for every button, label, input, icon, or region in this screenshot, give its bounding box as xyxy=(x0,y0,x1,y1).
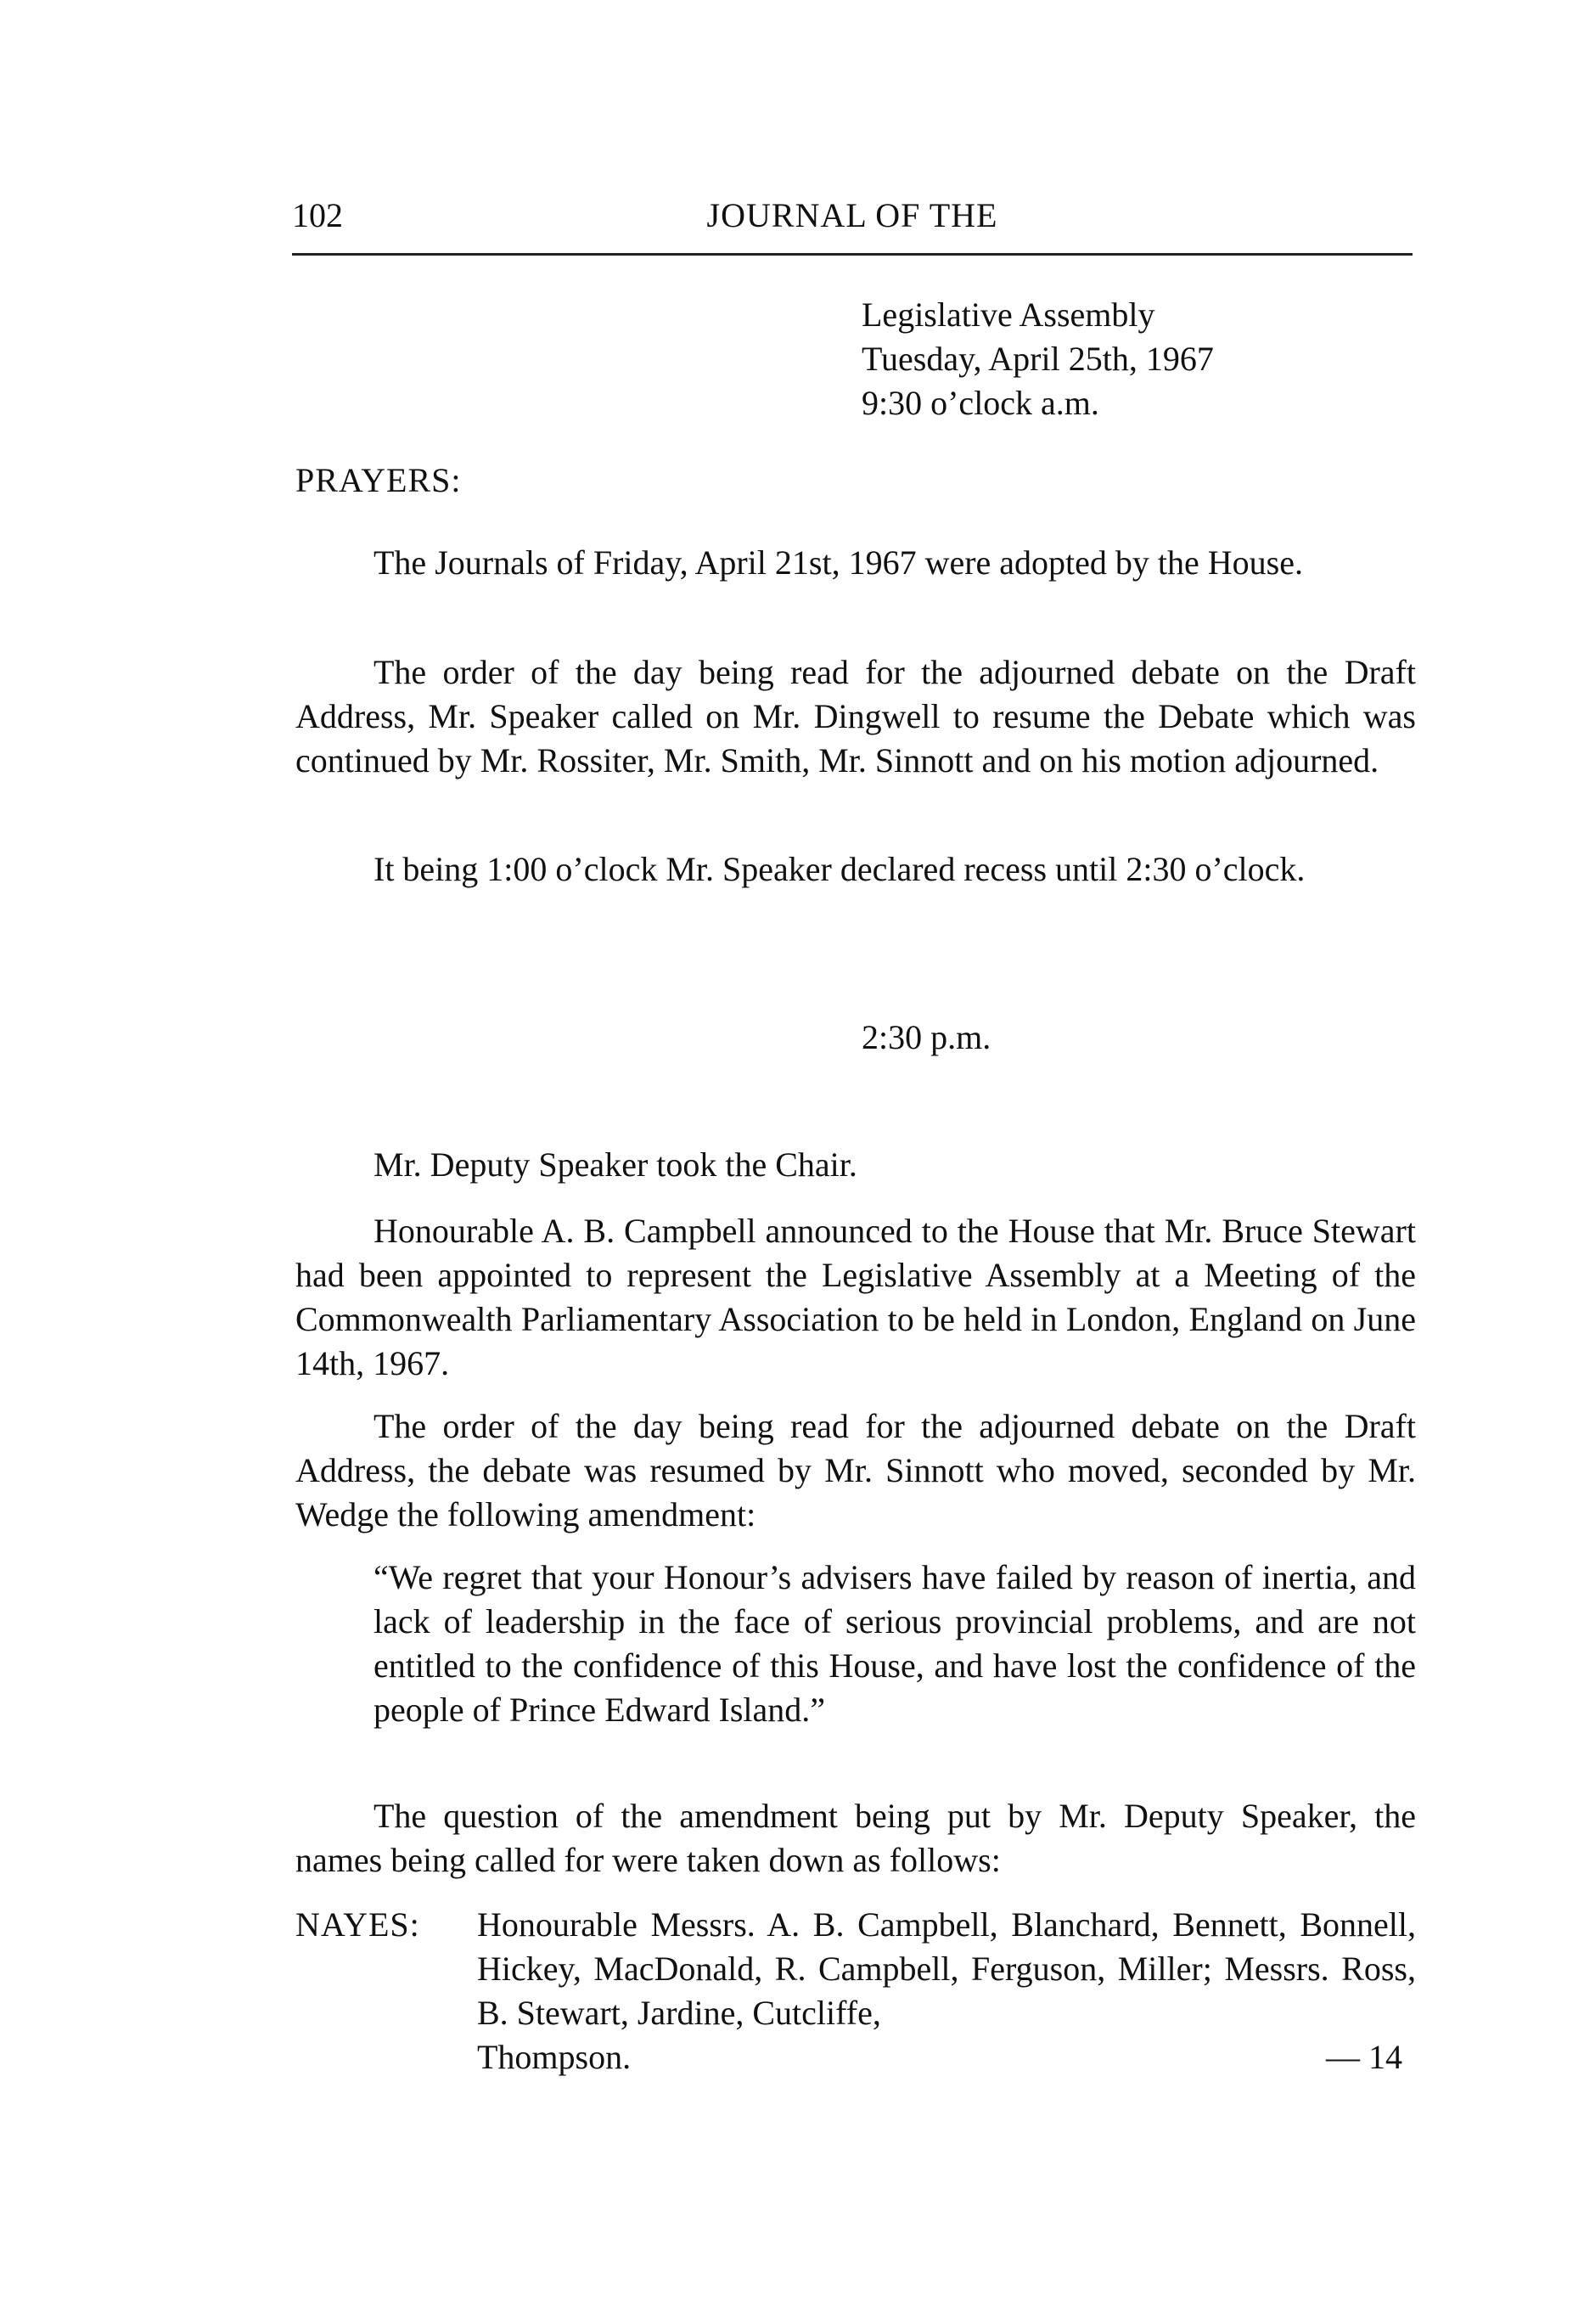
sitting-heading xyxy=(862,293,1214,425)
page-number: 102 xyxy=(292,196,343,234)
paragraph-announcement: Honourable A. B. Campbell announced to the House that Mr. Bruce Stewart had been appointed to represent the Legislative Assembly at a Meeting of the Commonwealth Parliamentary Association to be held in London, England on June 14th, 1967. xyxy=(295,1212,1416,1382)
nayes-count: — 14 xyxy=(1326,2038,1402,2076)
afternoon-time: 2:30 p.m. xyxy=(862,1018,991,1056)
paragraph-recess: It being 1:00 o’clock Mr. Speaker declared recess until 2:30 o’clock. xyxy=(374,850,1306,888)
paragraph-question: The question of the amendment being put by Mr. Deputy Speaker, the names being called for were taken down as follows: xyxy=(295,1797,1416,1879)
nayes-last-line xyxy=(477,2035,1402,2079)
amendment-quote: “We regret that your Honour’s advisers have failed by reason of inertia, and lack of leadership in the face of serious provincial problems, and are not entitled to the confidence of this House, and have lost the confidence of the people of Prince Edward Island.” xyxy=(374,1558,1416,1729)
nayes-last-name: Thompson. xyxy=(477,2038,632,2076)
page-header xyxy=(292,189,1413,256)
sitting-time: 9:30 o’clock a.m. xyxy=(862,384,1099,422)
paragraph-amendment-motion: The order of the day being read for the adjourned debate on the Draft Address, the debate was resumed by Mr. Sinnott who moved, seconded by Mr. Wedge the following amendment: xyxy=(295,1407,1416,1533)
paragraph-journals-adopted: The Journals of Friday, April 21st, 1967 were adopted by the House. xyxy=(374,543,1303,582)
sitting-body: Legislative Assembly xyxy=(862,295,1155,334)
nayes-names: Honourable Messrs. A. B. Campbell, Blanchard, Bennett, Bonnell, Hickey, MacDonald, R. Campbell, Ferguson, Miller; Messrs. Ross, B. Stewart, Jardine, Cutcliffe, xyxy=(477,1905,1416,2032)
sitting-date: Tuesday, April 25th, 1967 xyxy=(862,340,1214,378)
nayes-label: NAYES: xyxy=(295,1905,420,1944)
prayers-heading: PRAYERS: xyxy=(295,461,462,499)
paragraph-deputy-speaker: Mr. Deputy Speaker took the Chair. xyxy=(374,1145,857,1184)
paragraph-order-of-day: The order of the day being read for the adjourned debate on the Draft Address, Mr. Speaker called on Mr. Dingwell to resume the Debate which was continued by Mr. Rossiter, Mr. Smith, Mr. Sinnott and on his motion adjourned. xyxy=(295,653,1416,779)
running-head: JOURNAL OF THE xyxy=(706,196,998,234)
